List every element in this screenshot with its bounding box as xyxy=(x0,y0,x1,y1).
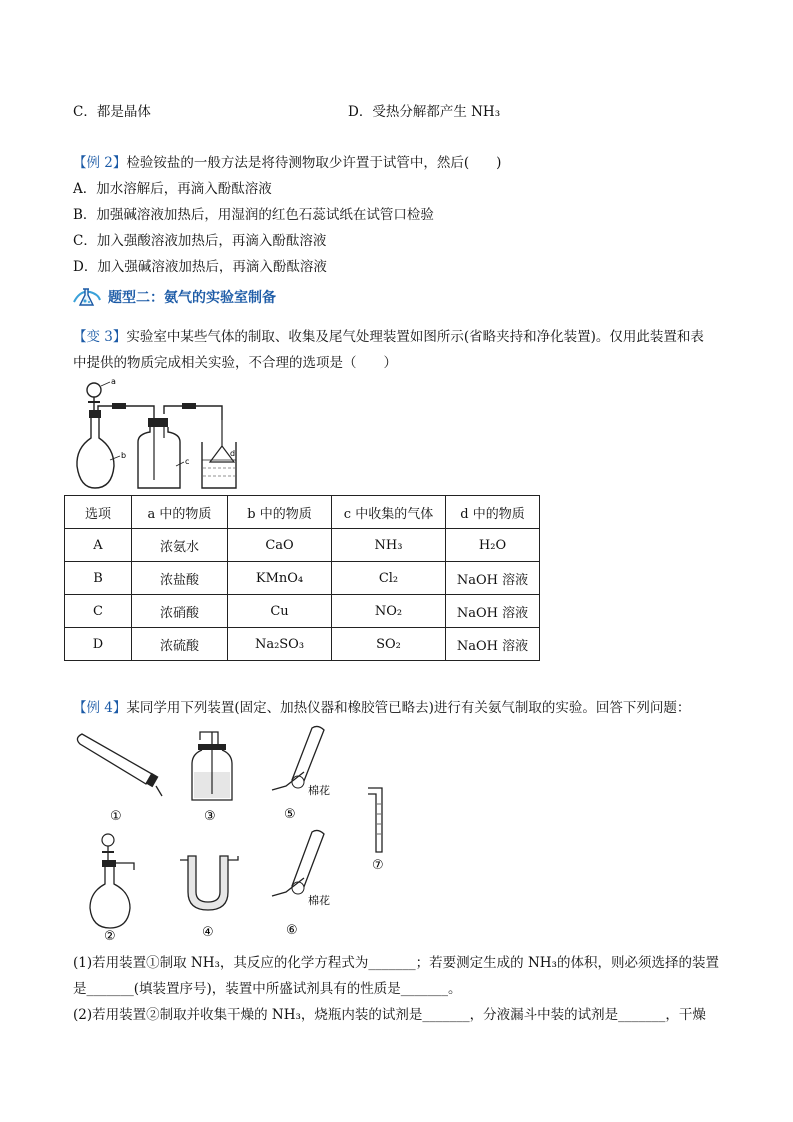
table-cell: 浓盐酸 xyxy=(132,562,228,595)
example4-stem-line xyxy=(73,696,690,716)
example2-option-a: A．加水溶解后，再滴入酚酞溶液 xyxy=(73,181,272,197)
table-cell: D xyxy=(65,628,132,661)
label-n4: ④ xyxy=(202,925,214,940)
table-cell: 浓硫酸 xyxy=(132,628,228,661)
apparatus-1 xyxy=(77,734,162,824)
table-cell: NH₃ xyxy=(332,529,446,562)
example2-stem-line xyxy=(73,151,501,171)
apparatus-5 xyxy=(272,726,330,822)
table-cell: NaOH 溶液 xyxy=(446,595,540,628)
table-row xyxy=(65,595,540,628)
table-cell: 浓氨水 xyxy=(132,529,228,562)
substance-table xyxy=(64,495,540,661)
table-cell: H₂O xyxy=(446,529,540,562)
example2-option-d: D．加入强碱溶液加热后，再滴入酚酞溶液 xyxy=(73,259,327,275)
apparatus-4 xyxy=(180,856,238,940)
table-cell: C xyxy=(65,595,132,628)
variant3-text1: 实验室中某些气体的制取、收集及尾气处理装置如图所示(省略夹持和净化装置)。仅用此装置和表 xyxy=(126,329,704,345)
table-cell: B xyxy=(65,562,132,595)
apparatus-6 xyxy=(272,830,330,938)
gas-apparatus-figure xyxy=(72,376,242,492)
table-cell: 浓硝酸 xyxy=(132,595,228,628)
table-header-cell: c 中收集的气体 xyxy=(332,496,446,529)
table-cell: CaO xyxy=(228,529,332,562)
label-cotton-5: 棉花 xyxy=(308,784,330,797)
variant3-tag: 【变 3】 xyxy=(73,329,127,345)
option-c-top: C．都是晶体 xyxy=(73,104,151,120)
example4-q2-line1: (2)若用装置②制取并收集干燥的 NH₃，烧瓶内装的试剂是_______，分液漏斗中装的试剂是_______，干燥 xyxy=(73,1007,706,1023)
table-header-cell: d 中的物质 xyxy=(446,496,540,529)
table-cell: NaOH 溶液 xyxy=(446,628,540,661)
section-heading xyxy=(72,286,276,308)
label-cotton-6: 棉花 xyxy=(308,894,330,907)
example4-q1-line1: (1)若用装置①制取 NH₃，其反应的化学方程式为_______；若要测定生成的 NH₃的体积，则必须选择的装置 xyxy=(73,955,719,971)
label-n1: ① xyxy=(110,809,122,824)
label-b: b xyxy=(121,451,127,460)
table-cell: Na₂SO₃ xyxy=(228,628,332,661)
section-title: 题型二：氨气的实验室制备 xyxy=(108,290,276,306)
ammonia-apparatus-figure xyxy=(72,724,412,944)
label-a: a xyxy=(111,377,116,386)
table-row xyxy=(65,562,540,595)
example2-option-b: B．加强碱溶液加热后，用湿润的红色石蕊试纸在试管口检验 xyxy=(73,207,434,223)
flask-icon xyxy=(72,286,102,308)
table-header-cell: 选项 xyxy=(65,496,132,529)
table-cell: NO₂ xyxy=(332,595,446,628)
apparatus-7 xyxy=(368,788,384,873)
label-n3: ③ xyxy=(204,809,216,824)
table-cell: SO₂ xyxy=(332,628,446,661)
example2-stem: 检验铵盐的一般方法是将待测物取少许置于试管中，然后( ) xyxy=(126,155,502,171)
label-n6: ⑥ xyxy=(286,923,298,938)
table-header-cell: b 中的物质 xyxy=(228,496,332,529)
apparatus-3 xyxy=(192,732,232,824)
option-d-top: D．受热分解都产生 NH₃ xyxy=(348,104,501,120)
example4-stem: 某同学用下列装置(固定、加热仪器和橡胶管已略去)进行有关氨气制取的实验。回答下列问题： xyxy=(126,700,691,716)
example2-option-c: C．加入强酸溶液加热后，再滴入酚酞溶液 xyxy=(73,233,327,249)
table-header-row xyxy=(65,496,540,529)
label-d: d xyxy=(230,449,236,458)
table-cell: NaOH 溶液 xyxy=(446,562,540,595)
variant3-line2: 中提供的物质完成相关实验，不合理的选项是（ ） xyxy=(73,355,397,371)
table-header-cell: a 中的物质 xyxy=(132,496,228,529)
example4-tag: 【例 4】 xyxy=(73,700,127,716)
label-n2: ② xyxy=(104,929,116,944)
label-n5: ⑤ xyxy=(284,807,296,822)
table-row xyxy=(65,628,540,661)
label-c: c xyxy=(185,457,190,466)
apparatus-2 xyxy=(90,834,134,944)
table-row xyxy=(65,529,540,562)
example2-tag: 【例 2】 xyxy=(73,155,127,171)
example4-q1-line2: 是_______(填装置序号)，装置中所盛试剂具有的性质是_______。 xyxy=(73,981,462,997)
variant3-line1 xyxy=(73,325,704,345)
label-n7: ⑦ xyxy=(372,858,384,873)
table-cell: A xyxy=(65,529,132,562)
table-cell: Cu xyxy=(228,595,332,628)
table-cell: KMnO₄ xyxy=(228,562,332,595)
table-cell: Cl₂ xyxy=(332,562,446,595)
